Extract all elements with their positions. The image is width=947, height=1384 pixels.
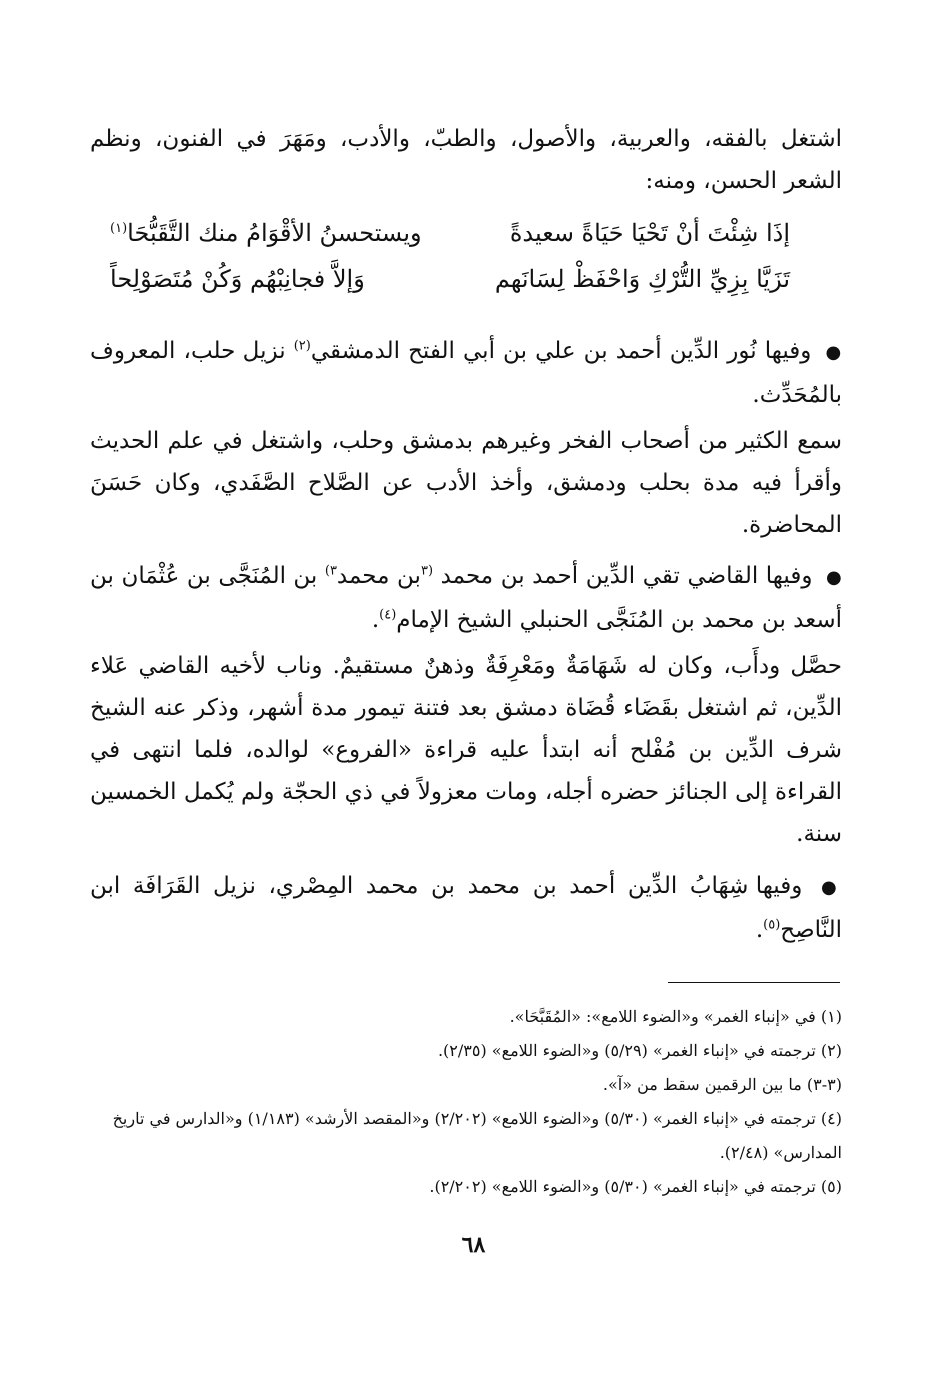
paragraph-biography [90, 420, 842, 546]
paragraph-entry-nur-aldin [90, 330, 842, 416]
footnote-marker: (٤) [379, 607, 397, 623]
verse-line [110, 210, 790, 256]
entry-name: وفيها شِهَابُ الدِّين أحمد بن محمد بن محمد المِصْري، نزيل القَرَافَة ابن النَّاصِح [90, 873, 842, 943]
paragraph-text: حصَّل ودأَب، وكان له شَهَامَةٌ ومَعْرِفَةٌ وذهنٌ مستقيمٌ. وناب لأخيه القاضي عَلاء الدِّين، ثم اشتغل بقَضَاء قُضَاة دمشق بعد فتنة تيمور مدة أشهر، وذكر عنه الشيخ شرف الدِّين بن مُفْلح أنه ابتدأ عليه قراءة «الفروع» لوالده، فلما انتهى في القراءة إلى الجنائز حضره أجله، ومات معزولاً في ذي الحجّة ولم يُكمل الخمسين سنة. [90, 653, 842, 847]
entry-punctuation: . [755, 917, 764, 943]
paragraph-text [90, 330, 842, 416]
verse-second-hemistich [110, 210, 422, 256]
paragraph-biography [90, 645, 842, 855]
entry-name: وفيها القاضي تقي الدِّين أحمد بن محمد [440, 563, 813, 589]
entry-name: وفيها نُور الدِّين أحمد بن علي بن أبي الفتح الدمشقي [310, 338, 812, 364]
footnote-marker: ٣) [324, 563, 337, 579]
verse-first-hemistich: إذَا شِئْتَ أنْ تَحْيَا حَيَاةً سعيدةً [509, 219, 790, 247]
entry-text: نزيل حلب، المعروف بالمُحَدِّث. [90, 338, 842, 408]
bullet-icon: ● [826, 567, 842, 588]
footnotes [95, 1000, 842, 1204]
verse-second-hemistich: وَإلاَّ فجانِبْهُم وَكُنْ مُتَصَوْلِحاً [110, 265, 365, 293]
verse-first-hemistich: تَزَيَّا بِزِيِّ التُّرْكِ وَاحْفَظْ لِسَانَهم [494, 265, 790, 293]
paragraph-biography-intro [90, 118, 842, 202]
entry-name: بن محمد [336, 563, 421, 589]
paragraph-entry-taqi-aldin [90, 555, 842, 641]
footnote: (٥) ترجمته في «إنباء الغمر» (٥/٣٠) و«الضوء اللامع» (٢/٢٠٢). [429, 1177, 842, 1196]
footnote-marker: (٢) [293, 338, 311, 354]
footnote: (٢) ترجمته في «إنباء الغمر» (٥/٢٩) و«الضوء اللامع» (٢/٣٥). [437, 1041, 842, 1060]
bullet-icon: ● [820, 877, 842, 898]
verse-line [110, 256, 790, 302]
bullet-icon: ● [825, 342, 843, 363]
footnote-marker: (٣ [420, 563, 434, 579]
entry-name: بن المُنَجَّى بن عُثْمَان بن أسعد بن محمد بن المُنَجَّى الحنبلي الشيخ الإمام [90, 563, 842, 633]
entry-punctuation: . [371, 607, 380, 633]
poem-verses [110, 210, 790, 302]
footnote: (١) في «إنباء الغمر» و«الضوء اللامع»: «المُقَبَّحَا». [509, 1007, 842, 1026]
verse-second-text: ويستحسنُ الأقْوَامُ منك التَّقَبُّحَا [127, 219, 422, 247]
footnote-marker: (٥) [763, 917, 781, 933]
paragraph-text [90, 865, 842, 951]
paragraph-text: اشتغل بالفقه، والعربية، والأصول، والطبّ، والأدب، ومَهَرَ في الفنون، ونظم الشعر الحسن، ومنه: [90, 126, 842, 194]
footnote-marker: (١) [110, 221, 128, 236]
paragraph-text [90, 555, 842, 641]
paragraph-entry-shihab-aldin [90, 865, 842, 951]
footnote: (٣-٣) ما بين الرقمين سقط من «آ». [602, 1075, 842, 1094]
page-number: ٦٨ [461, 1232, 486, 1258]
footnote: (٤) ترجمته في «إنباء الغمر» (٥/٣٠) و«الضوء اللامع» (٢/٢٠٢) و«المقصد الأرشد» (١/١٨٣) و«الدارس في تاريخ المدارس» (٢/٤٨). [112, 1109, 842, 1162]
footnote-divider [668, 982, 840, 983]
paragraph-text: سمع الكثير من أصحاب الفخر وغيرهم بدمشق وحلب، واشتغل في علم الحديث وأقرأ فيه مدة بحلب ودمشق، وأخذ الأدب عن الصَّلاح الصَّفَدي، وكان حَسَنَ المحاضرة. [90, 428, 842, 538]
